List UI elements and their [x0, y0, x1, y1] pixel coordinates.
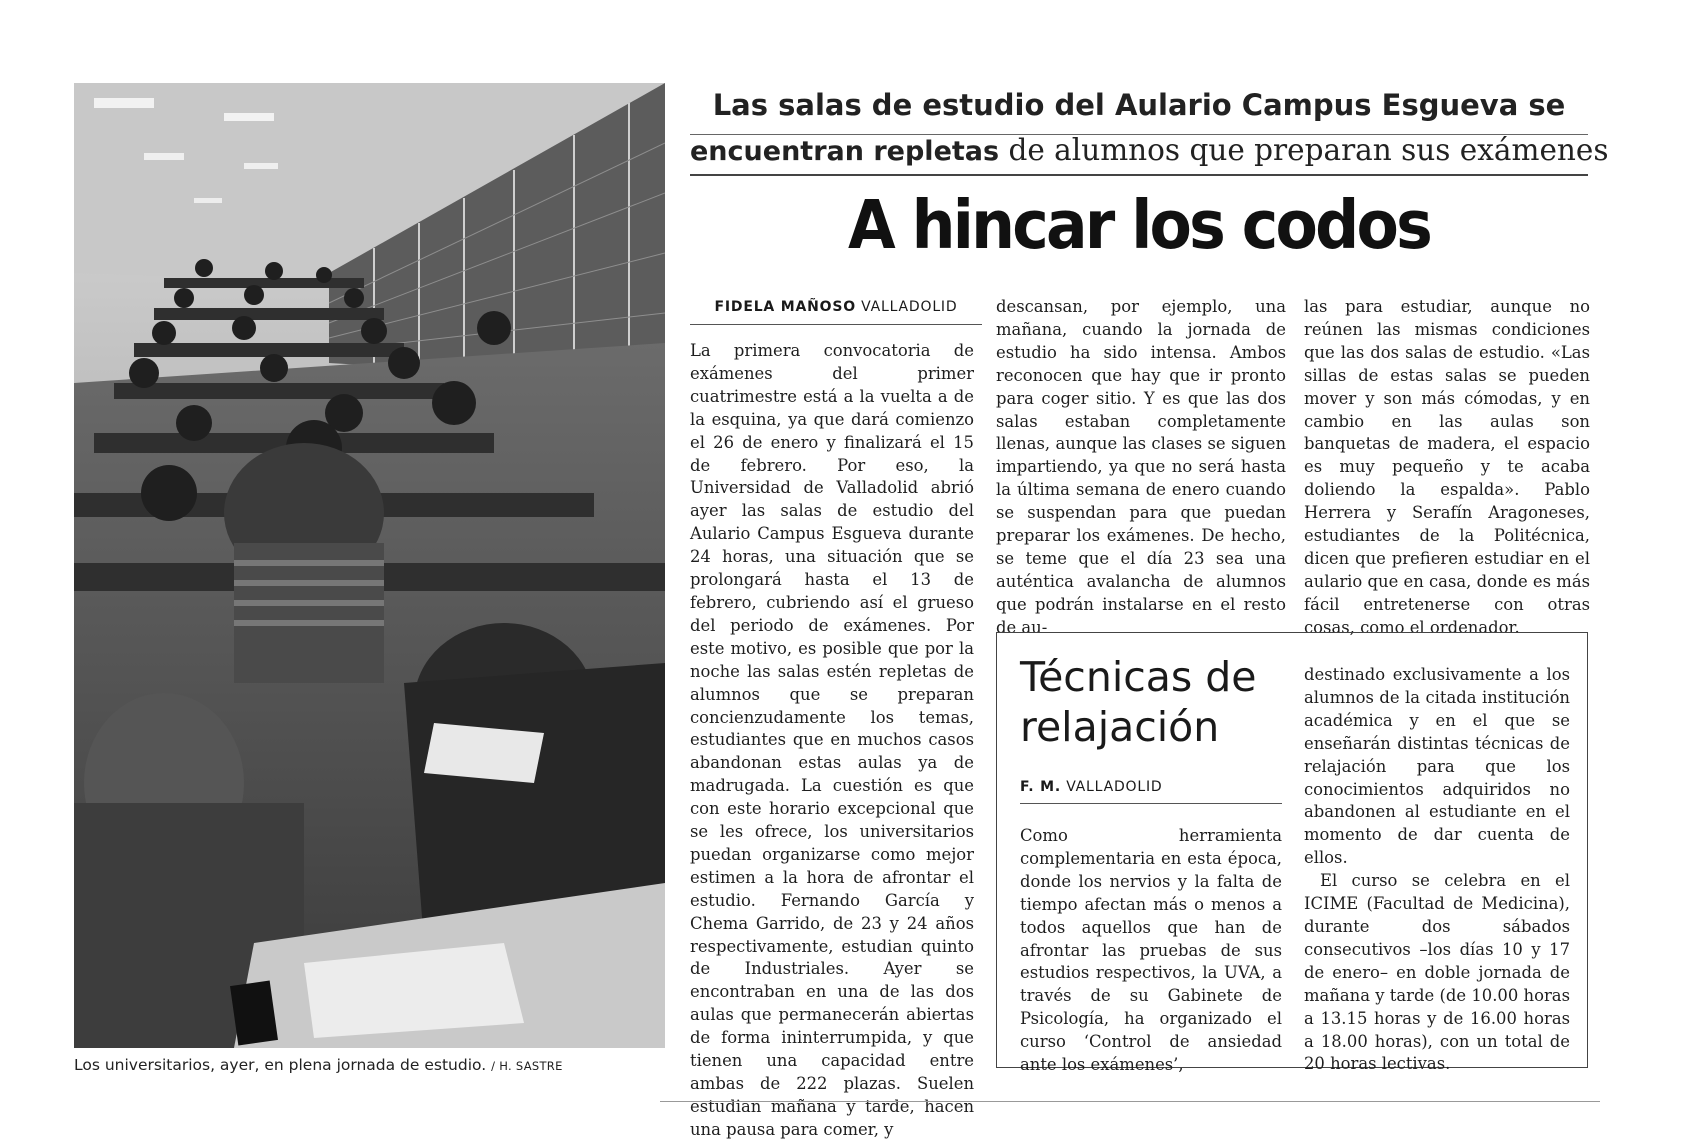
article-paragraph: La primera convocatoria de exámenes del primer cuatrimestre está a la vuelta a de la esquina, ya que dará comienzo el 26 de enero y finalizará el 15 de febrero. Por eso, la Universidad de Valladolid abrió ayer las salas de estudio del Aulario Campus Esgueva durante 24 horas, una situación que se prolongará hasta el 13 de febrero, cubriendo así el grueso del periodo de exámenes. Por este motivo, es posible que por la noche las salas estén repletas de alumnos que se preparan concienzudamente los temas, estudiantes que en muchos casos abandonan estas aulas ya de madrugada. La cuestión es que con este horario excepcional que se les ofrece, los universitarios puedan organizarse como mejor estimen a la hora de afrontar el estudio. Fernando García y Chema Garrido, de 23 y 24 años respectivamente, estudian quinto de Industriales. Ayer se encontraban en una de las dos aulas que permanecerán abiertas de forma ininterrumpida, y que tienen una capacidad entre ambas de 222 plazas. Suelen estudian mañana y tarde, hacen una pausa para comer, y — [690, 341, 974, 1139]
article-column-2 — [996, 296, 1286, 640]
kicker-line-1: Las salas de estudio del Aulario Campus Esgueva se — [712, 88, 1566, 122]
photo-students-studying — [74, 83, 665, 1048]
article-paragraph: las para estudiar, aunque no reúnen las mismas condiciones que las dos salas de estudio. «Las sillas de estas salas se pueden mover y son más cómodas, y en cambio en las aulas son banquetas de madera, el espacio es muy pequeño y te acaba doliendo la espalda». Pablo Herrera y Serafín Aragoneses, estudiantes de la Politécnica, dicen que prefieren estudiar en el aulario que en casa, donde es más fácil entretenerse con otras cosas, como el ordenador. — [1304, 297, 1590, 637]
sidebar-byline-author: F. M. — [1020, 779, 1061, 795]
article-column-1 — [690, 340, 974, 1142]
kicker-rest: de alumnos que preparan sus exámenes — [999, 133, 1609, 167]
photo-illustration — [74, 83, 665, 1048]
kicker-strong: encuentran repletas — [690, 136, 1000, 167]
sidebar-byline-place: VALLADOLID — [1060, 779, 1163, 795]
byline-place: VALLADOLID — [855, 299, 958, 315]
photo-credit: / H. SASTRE — [491, 1059, 563, 1073]
sidebar-paragraph: El curso se celebra en el ICIME (Facultad de Medicina), durante dos sábados consecutivos –los días 10 y 17 de enero– en doble jornada de mañana y tarde (de 10.00 horas a 13.15 horas y de 16.00 horas a 18.00 horas), con un total de 20 horas lectivas. — [1304, 871, 1570, 1074]
byline-author: FIDELA MAÑOSO — [714, 299, 856, 315]
article-column-3 — [1304, 296, 1590, 640]
caption-text: Los universitarios, ayer, en plena jornada de estudio. — [74, 1056, 487, 1074]
byline — [690, 299, 982, 325]
sidebar-column-2 — [1304, 664, 1570, 1076]
article-paragraph: descansan, por ejemplo, una mañana, cuando la jornada de estudio ha sido intensa. Ambos reconocen que hay que ir pronto para coger sitio. Y es que las dos salas estaban completamente llenas, aunque las clases se siguen impartiendo, ya que no será hasta la última semana de enero cuando se suspendan para que puedan preparar los exámenes. De hecho, se teme que el día 23 sea una auténtica avalancha de alumnos que podrán instalarse en el resto de au- — [996, 297, 1286, 637]
sidebar-paragraph: destinado exclusivamente a los alumnos de la citada institución académica y en el que se enseñarán distintas técnicas de relajación para que los conocimientos adquiridos no abandonen al estudiante en el momento de dar cuenta de ellos. — [1304, 665, 1570, 868]
headline: A hincar los codos — [847, 186, 1431, 264]
sidebar-byline — [1020, 779, 1282, 804]
sidebar-title: Técnicas de relajación — [1020, 653, 1257, 751]
kicker-rule-bottom — [690, 174, 1588, 176]
kicker-line-2 — [690, 133, 1609, 167]
photo-caption — [74, 1056, 674, 1074]
sidebar-column-1 — [1020, 825, 1282, 1077]
sidebar-paragraph: Como herramienta complementaria en esta época, donde los nervios y la falta de tiempo afectan más o menos a todos aquellos que han de afrontar las pruebas de sus estudios respectivos, la UVA, a través de su Gabinete de Psicología, ha organizado el curso ‘Control de ansiedad ante los exámenes’, — [1020, 826, 1282, 1075]
bottom-rule — [660, 1101, 1600, 1102]
